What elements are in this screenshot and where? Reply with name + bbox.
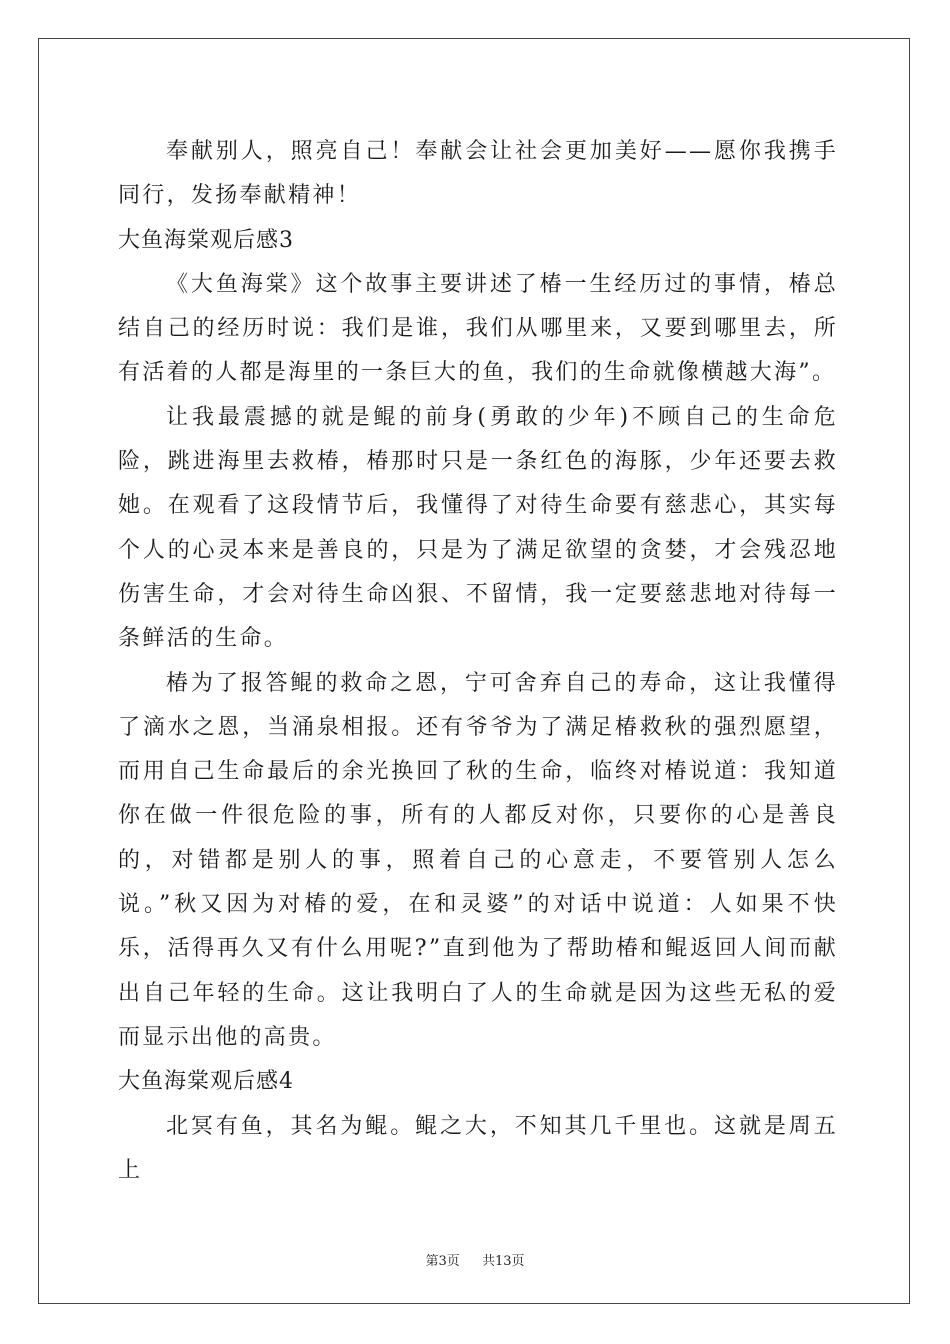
paragraph: 奉献别人，照亮自己！奉献会让社会更加美好——愿你我携手同行，发扬奉献精神！ bbox=[118, 139, 838, 209]
page-total: 共13页 bbox=[482, 1254, 525, 1269]
section-heading: 大鱼海棠观后感3 bbox=[118, 227, 294, 253]
paragraph: 让我最震撼的就是鲲的前身(勇敢的少年)不顾自己的生命危险，跳进海里去救椿，椿那时只是一条红色的海豚，少年还要去救她。在观看了这段情节后，我懂得了对待生命要有慈悲心，其实每个人的心灵本来是善良的，只是为了满足欲望的贪婪，才会残忍地伤害生命，才会对待生命凶狠、不留情，我一定要慈悲地对待每一条鲜活的生命。 bbox=[118, 404, 838, 652]
section-heading: 大鱼海棠观后感4 bbox=[118, 1069, 294, 1095]
page-footer bbox=[0, 1250, 950, 1269]
paragraph: 《大鱼海棠》这个故事主要讲述了椿一生经历过的事情，椿总结自己的经历时说：我们是谁，我们从哪里来，又要到哪里去，所有活着的人都是海里的一条巨大的鱼，我们的生命就像横越大海”。 bbox=[118, 271, 838, 386]
document-body bbox=[118, 130, 838, 1193]
page-number: 第3页 bbox=[425, 1254, 460, 1269]
paragraph: 北冥有鱼，其名为鲲。鲲之大，不知其几千里也。这就是周五上 bbox=[118, 1113, 838, 1183]
paragraph: 椿为了报答鲲的救命之恩，宁可舍弃自己的寿命，这让我懂得了滴水之恩，当涌泉相报。还有爷爷为了满足椿救秋的强烈愿望，而用自己生命最后的余光换回了秋的生命，临终对椿说道：我知道你在做一件很危险的事，所有的人都反对你，只要你的心是善良的，对错都是别人的事，照着自己的心意走，不要管别人怎么说。”秋又因为对椿的爱，在和灵婆”的对话中说道：人如果不快乐，活得再久又有什么用呢?”直到他为了帮助椿和鲲返回人间而献出自己年轻的生命。这让我明白了人的生命就是因为这些无私的爱而显示出他的高贵。 bbox=[118, 670, 838, 1050]
